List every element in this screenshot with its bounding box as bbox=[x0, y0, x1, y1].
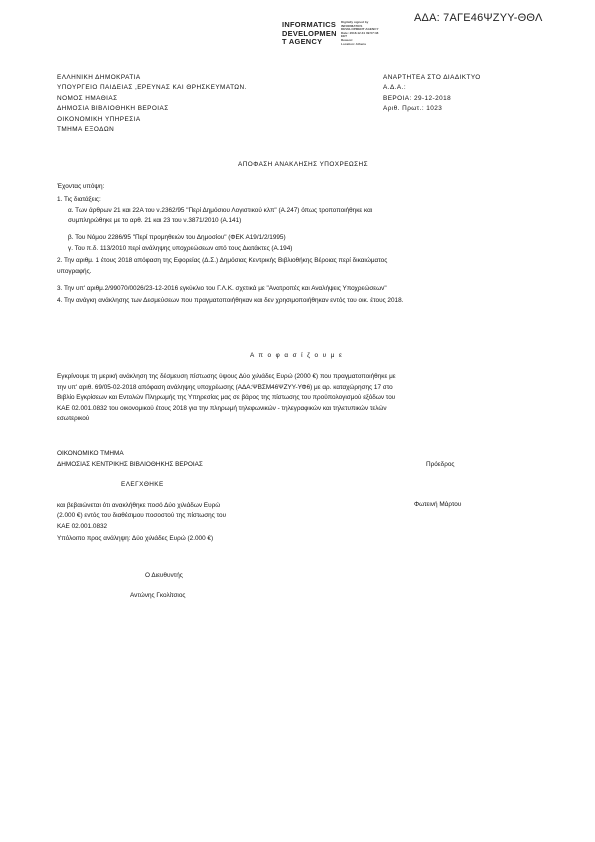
department-line2: ΔΗΜΟΣΙΑΣ ΚΕΝΤΡΙΚΗΣ ΒΙΒΛΙΟΘΗΚΗΣ ΒΕΡΟΙΑΣ bbox=[57, 461, 203, 468]
signature-detail: Location: Athens bbox=[341, 41, 367, 46]
logo-line: INFORMATICS bbox=[282, 20, 337, 29]
item-1b: β. Του Νόμου 2286/95 "Περί προμηθειών του Δημοσίου" (ΦΕΚ Α19/1/2/1995) bbox=[68, 234, 286, 241]
signature-detail: Digitally signed by bbox=[341, 20, 369, 24]
header-line: ΔΗΜΟΣΙΑ ΒΙΒΛΙΟΘΗΚΗ ΒΕΡΟΙΑΣ bbox=[57, 105, 169, 113]
signature-details bbox=[341, 21, 379, 46]
decision-line: την υπ' αριθ. 69/05-02-2018 απόφαση ανάληψης υποχρέωσης (ΑΔΑ:ΨΒΣΜ46ΨΖΥΥ-ΥΦ6) με αρ. καταχώρησης 17 στο bbox=[57, 383, 393, 391]
ada-code: ΑΔΑ: 7ΑΓΕ46ΨΖΥΥ-ΘΘΛ bbox=[414, 12, 543, 24]
item-1a-line2: συμπληρώθηκε με το αρθ. 21 και 23 του ν.3871/2010 (Α.141) bbox=[68, 217, 242, 224]
verification-line: και βεβαιώνεται ότι ανακλήθηκε ποσό Δύο χιλιάδων Ευρώ bbox=[57, 502, 221, 509]
item-2-line1: 2. Την αριθμ. 1 έτους 2018 απόφαση της Εφορείας (Δ.Σ.) Δημόσιας Κεντρικής Βιβλιοθήκης Βέροιας περί δικαιώματος bbox=[57, 257, 388, 264]
verification-text bbox=[57, 501, 226, 532]
signature-detail: EET bbox=[341, 34, 348, 39]
president-label: Πρόεδρος bbox=[426, 461, 455, 468]
decision-line: Εγκρίνουμε τη μερική ανάκληση της δέσμευση πίστωσης ύψους Δύο χιλιάδες Ευρώ (2000 €) που πραγματοποιήθηκε με bbox=[57, 373, 396, 380]
item-1c: γ. Του π.δ. 113/2010 περί ανάληψης υποχρεώσεων από τους Διατάκτες (Α.194) bbox=[68, 245, 293, 252]
header-line: ΟΙΚΟΝΟΜΙΚΗ ΥΠΗΡΕΣΙΑ bbox=[57, 115, 141, 123]
department-line1: ΟΙΚΟΝΟΜΙΚΟ ΤΜΗΜΑ bbox=[57, 450, 124, 457]
item-4: 4. Την ανάγκη ανάκλησης των Δεσμεύσεων που πραγματοποιήθηκαν και δεν χρησιμοποιήθηκαν εντός του οικ. έτους 2018. bbox=[57, 297, 404, 304]
remaining-amount: Υπόλοιπο προς ανάληψη: Δύο χιλιάδες Ευρώ (2.000 €) bbox=[57, 535, 214, 542]
signature-detail: DEVELOPMENT AGENCY bbox=[341, 27, 379, 32]
decision-heading: Α π ο φ α σ ί ζ ο υ μ ε bbox=[250, 352, 344, 359]
verification-line: ΚΑΕ 02.001.0832 bbox=[57, 522, 108, 530]
header-line: ΑΝΑΡΤΗΤΕΑ ΣΤΟ ΔΙΑΔΙΚΤΥΟ bbox=[383, 74, 481, 81]
header-line: ΥΠΟΥΡΓΕΙΟ ΠΑΙΔΕΙΑΣ ,ΕΡΕΥΝΑΣ ΚΑΙ ΘΡΗΣΚΕΥΜΑΤΩΝ. bbox=[57, 84, 247, 92]
logo-line: DEVELOPMEN bbox=[282, 28, 337, 38]
decision-line: εσωτερικού bbox=[57, 415, 90, 423]
header-left bbox=[57, 73, 247, 135]
intro-text: Έχοντας υπόψη: bbox=[57, 183, 105, 190]
item-2-line2: υπογραφής. bbox=[57, 268, 92, 275]
header-line: ΒΕΡΟΙΑ: 29-12-2018 bbox=[383, 94, 452, 102]
verification-line: (2.000 €) εντός του διαθέσιμου ποσοστού της πίστωσης του bbox=[57, 512, 227, 520]
signature-logo bbox=[282, 21, 337, 47]
header-line: Α.Δ.Α.: bbox=[383, 84, 407, 92]
director-name: Αντώνης Γκολίτσιος bbox=[130, 592, 186, 599]
item-3: 3. Την υπ' αριθμ.2/99070/0026/23-12-2016 εγκύκλιο του Γ.Λ.Κ. σχετικά με "Ανατροπές και Αναλήψεις Υποχρεώσεων" bbox=[57, 285, 387, 292]
header-line: ΕΛΛΗΝΙΚΗ ΔΗΜΟΚΡΑΤΙΑ bbox=[57, 74, 141, 81]
signature-detail: Date: 2018.12.31 09:57:48 bbox=[341, 30, 379, 35]
signature-detail: Reason: bbox=[341, 37, 354, 42]
decision-line: ΚΑΕ 02.001.0832 του οικονομικού έτους 2018 για την πληρωμή τηλεφωνικών - τηλεγραφικών και τηλετυπικών τελών bbox=[57, 404, 387, 412]
decision-paragraph bbox=[57, 372, 396, 425]
signature-detail: INFORMATICS bbox=[341, 23, 363, 28]
logo-line: T AGENCY bbox=[282, 37, 323, 47]
decision-line: Βιβλίο Εγκρίσεων και Εντολών Πληρωμής της Υπηρεσίας μας σε βάρος της πίστωσης του προϋπολογισμού εξόδων του bbox=[57, 394, 396, 402]
checked-label: ΕΛΕΓΧΘΗΚΕ bbox=[121, 481, 164, 488]
signer-name: Φωτεινή Μάρτου bbox=[414, 501, 462, 508]
director-title: Ο Διευθυντής bbox=[145, 572, 183, 579]
item-1a-line1: α. Των άρθρων 21 και 22Α του ν.2362/95 "Περί Δημόσιου Λογιστικού κλπ" (Α.247) όπως τροποποιήθηκε και bbox=[68, 207, 373, 214]
header-line: ΝΟΜΟΣ ΗΜΑΘΙΑΣ bbox=[57, 94, 118, 102]
header-right bbox=[383, 73, 481, 115]
header-line: ΤΜΗΜΑ ΕΞΟΔΩΝ bbox=[57, 126, 115, 134]
document-title: ΑΠΟΦΑΣΗ ΑΝΑΚΛΗΣΗΣ ΥΠΟΧΡΕΩΣΗΣ bbox=[238, 161, 369, 168]
header-line: Αριθ. Πρωτ.: 1023 bbox=[383, 105, 443, 113]
item-1: 1. Τις διατάξεις: bbox=[57, 196, 101, 203]
